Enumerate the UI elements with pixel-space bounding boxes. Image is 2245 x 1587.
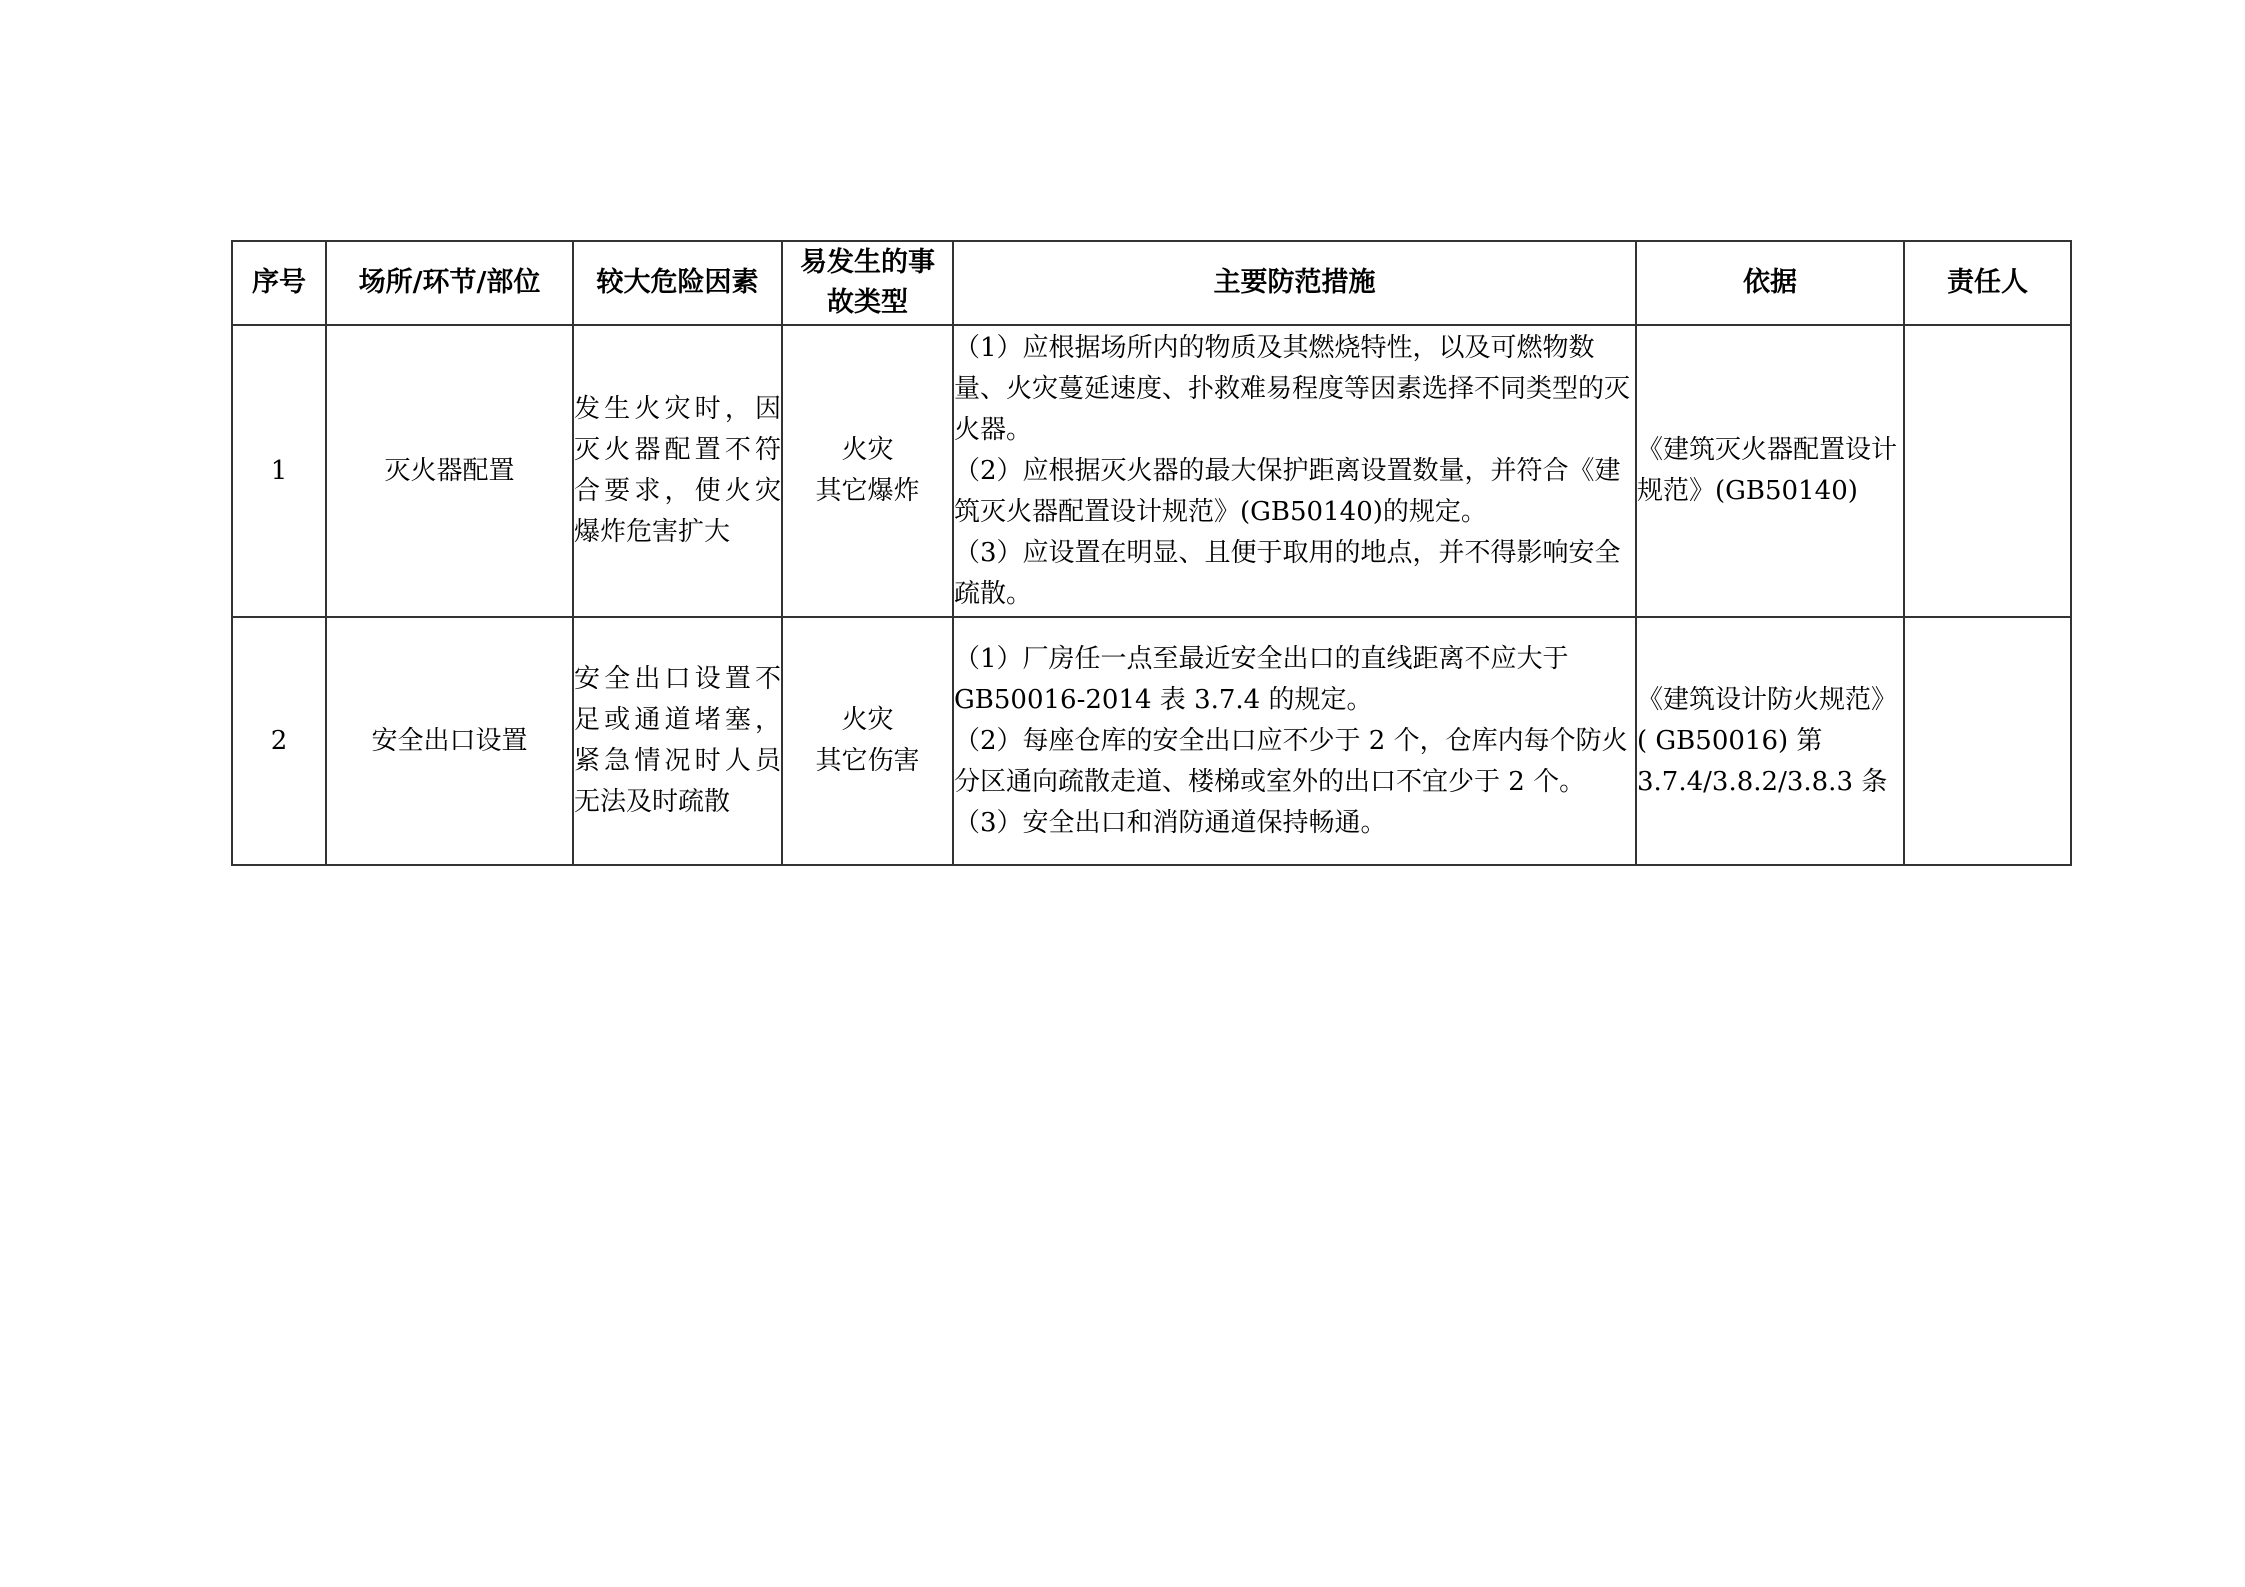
risk-text: 安全出口设置不足或通道堵塞，紧急情况时人员无法及时疏散 <box>574 664 781 817</box>
measure-item: （1）应根据场所内的物质及其燃烧特性，以及可燃物数量、火灾蔓延速度、扑救难易程度等因素选择不同类型的灭火器。 <box>954 332 1631 445</box>
cell-accident-type <box>782 325 953 617</box>
table-row <box>232 325 2071 617</box>
cell-owner <box>1904 617 2071 865</box>
table-header-row <box>232 241 2071 325</box>
risk-control-table <box>231 240 2072 866</box>
header-accident-type: 易发生的事故类型 <box>782 241 953 325</box>
table-row <box>232 617 2071 865</box>
measure-item: （1）厂房任一点至最近安全出口的直线距离不应大于GB50016-2014 表 3.7.4 的规定。 <box>954 643 1569 715</box>
header-risk: 较大危险因素 <box>573 241 782 325</box>
cell-owner <box>1904 325 2071 617</box>
header-measures: 主要防范措施 <box>953 241 1636 325</box>
measure-item: （2）每座仓库的安全出口应不少于 2 个，仓库内每个防火分区通向疏散走道、楼梯或室外的出口不宜少于 2 个。 <box>954 725 1628 797</box>
cell-measures <box>953 617 1636 865</box>
accident-type-item: 火灾 <box>841 435 894 465</box>
header-owner: 责任人 <box>1904 241 2071 325</box>
cell-location: 安全出口设置 <box>326 617 573 865</box>
accident-type-item: 其它伤害 <box>815 746 920 776</box>
basis-text: 《建筑设计防火规范》( GB50016) 第 3.7.4/3.8.2/3.8.3 条 <box>1637 684 1898 797</box>
cell-no: 2 <box>232 617 326 865</box>
cell-basis <box>1636 325 1904 617</box>
accident-type-item: 其它爆炸 <box>815 476 920 506</box>
measure-item: （3）安全出口和消防通道保持畅通。 <box>954 807 1387 838</box>
cell-no: 1 <box>232 325 326 617</box>
header-basis: 依据 <box>1636 241 1904 325</box>
cell-measures <box>953 325 1636 617</box>
accident-type-item: 火灾 <box>841 705 894 735</box>
cell-accident-type <box>782 617 953 865</box>
cell-risk <box>573 325 782 617</box>
cell-basis <box>1636 617 1904 865</box>
basis-text: 《建筑灭火器配置设计规范》(GB50140) <box>1637 435 1898 506</box>
measure-item: （2）应根据灭火器的最大保护距离设置数量，并符合《建筑灭火器配置设计规范》(GB50140)的规定。 <box>954 455 1621 527</box>
header-no: 序号 <box>232 241 326 325</box>
risk-text: 发生火灾时，因灭火器配置不符合要求，使火灾爆炸危害扩大 <box>574 394 781 547</box>
header-location: 场所/环节/部位 <box>326 241 573 325</box>
cell-risk <box>573 617 782 865</box>
measure-item: （3）应设置在明显、且便于取用的地点，并不得影响安全疏散。 <box>954 537 1621 609</box>
cell-location: 灭火器配置 <box>326 325 573 617</box>
